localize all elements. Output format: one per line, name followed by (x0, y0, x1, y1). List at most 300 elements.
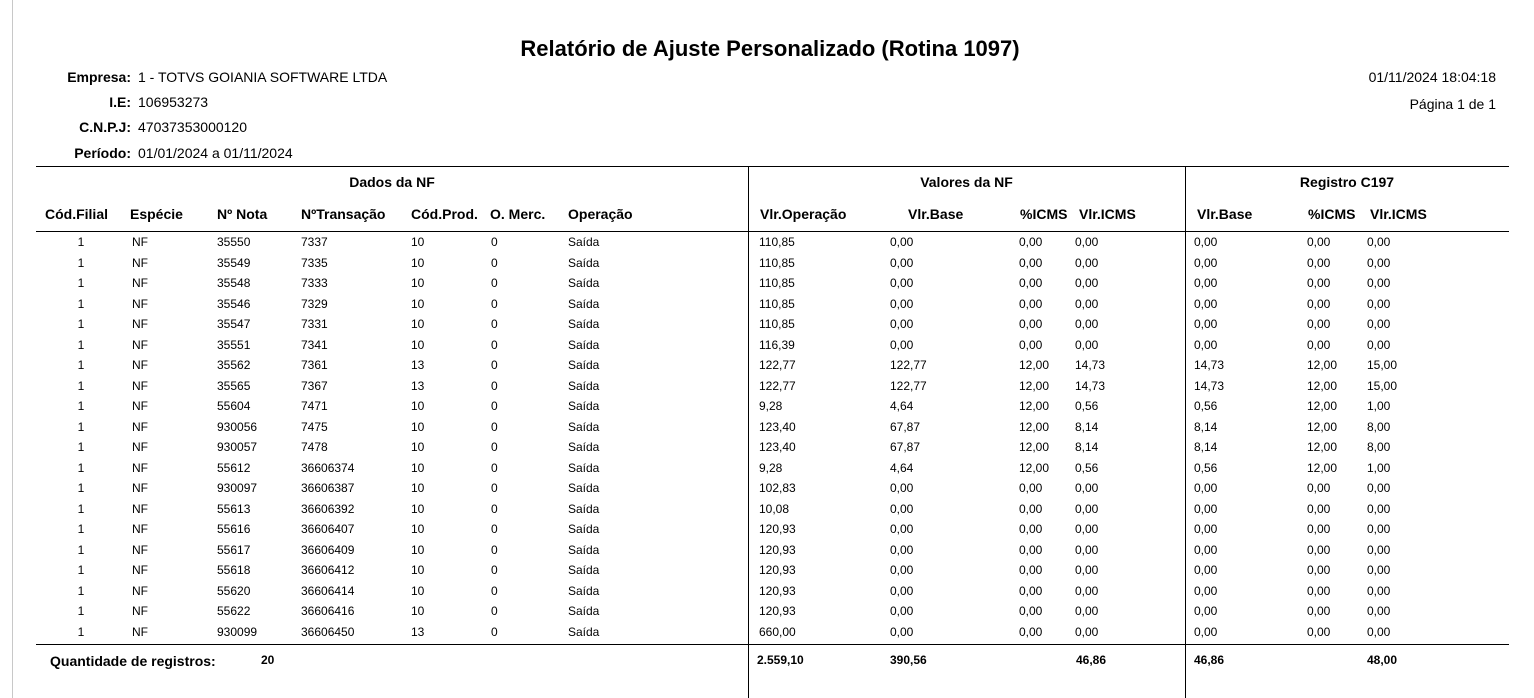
cell-c197-vlr-base: 0,00 (1194, 235, 1218, 249)
cell-vlr-base: 0,00 (890, 522, 914, 536)
cell-numero-nota: 55618 (217, 563, 251, 577)
cell-especie: NF (132, 235, 148, 249)
cell-origem-merc: 0 (491, 502, 498, 516)
cell-cod-filial: 1 (77, 584, 85, 598)
col-header-cod-filial: Cód.Filial (45, 206, 108, 222)
col-header-origem-merc: O. Merc. (490, 206, 546, 222)
cell-especie: NF (132, 399, 148, 413)
cell-c197-vlr-icms: 1,00 (1367, 399, 1391, 413)
cell-c197-vlr-base: 0,00 (1194, 502, 1218, 516)
total-c197-vlr-icms: 48,00 (1367, 653, 1398, 667)
cell-c197-pct-icms: 12,00 (1307, 420, 1338, 434)
cell-c197-vlr-base: 0,00 (1194, 481, 1218, 495)
column-group-divider (1185, 166, 1186, 698)
cell-vlr-operacao: 660,00 (759, 625, 796, 639)
cell-numero-transacao: 7337 (301, 235, 328, 249)
cell-cod-prod: 10 (411, 481, 425, 495)
cell-especie: NF (132, 584, 148, 598)
cell-c197-pct-icms: 0,00 (1307, 317, 1331, 331)
group-header-registro-c197: Registro C197 (1299, 174, 1395, 190)
cell-cod-filial: 1 (77, 543, 85, 557)
cell-operacao: Saída (568, 420, 600, 434)
cell-vlr-operacao: 110,85 (759, 256, 795, 270)
cell-numero-transacao: 7331 (301, 317, 328, 331)
total-vlr-icms: 46,86 (1076, 653, 1107, 667)
cell-origem-merc: 0 (491, 563, 498, 577)
cell-vlr-base: 122,77 (890, 379, 927, 393)
cell-c197-pct-icms: 0,00 (1307, 481, 1331, 495)
cell-pct-icms: 0,00 (1019, 604, 1043, 618)
cell-operacao: Saída (568, 358, 600, 372)
cell-numero-nota: 35546 (217, 297, 251, 311)
cell-vlr-operacao: 120,93 (759, 584, 796, 598)
cell-origem-merc: 0 (491, 604, 498, 618)
cell-c197-vlr-icms: 0,00 (1367, 502, 1391, 516)
cell-c197-vlr-icms: 0,00 (1367, 256, 1391, 270)
cell-cod-prod: 13 (411, 625, 425, 639)
cell-c197-pct-icms: 0,00 (1307, 522, 1331, 536)
cell-numero-nota: 55620 (217, 584, 251, 598)
cell-c197-vlr-icms: 0,00 (1367, 604, 1391, 618)
cell-vlr-icms: 0,00 (1075, 235, 1099, 249)
cell-operacao: Saída (568, 256, 600, 270)
cell-vlr-icms: 0,00 (1075, 317, 1099, 331)
cell-c197-pct-icms: 12,00 (1307, 379, 1338, 393)
table-bottom-border (36, 644, 1509, 645)
cell-c197-vlr-base: 8,14 (1194, 440, 1218, 454)
periodo-value: 01/01/2024 a 01/11/2024 (138, 145, 293, 161)
cell-origem-merc: 0 (491, 625, 498, 639)
cell-vlr-icms: 0,00 (1075, 625, 1099, 639)
cell-origem-merc: 0 (491, 338, 498, 352)
cell-c197-vlr-base: 14,73 (1194, 358, 1225, 372)
cell-cod-filial: 1 (77, 317, 85, 331)
cell-c197-vlr-icms: 8,00 (1367, 440, 1391, 454)
col-header-vlr-base: Vlr.Base (908, 206, 964, 222)
cell-c197-vlr-icms: 15,00 (1367, 358, 1398, 372)
cell-origem-merc: 0 (491, 399, 498, 413)
cell-cod-prod: 10 (411, 502, 425, 516)
cell-vlr-icms: 0,00 (1075, 584, 1099, 598)
cell-vlr-operacao: 116,39 (759, 338, 795, 352)
cell-operacao: Saída (568, 584, 600, 598)
cell-origem-merc: 0 (491, 317, 498, 331)
cell-especie: NF (132, 256, 148, 270)
cell-vlr-icms: 14,73 (1075, 358, 1106, 372)
cell-c197-vlr-icms: 0,00 (1367, 543, 1391, 557)
cell-c197-vlr-base: 0,00 (1194, 256, 1218, 270)
cell-operacao: Saída (568, 440, 600, 454)
cell-especie: NF (132, 481, 148, 495)
cell-c197-vlr-icms: 1,00 (1367, 461, 1391, 475)
cell-vlr-operacao: 9,28 (759, 399, 783, 413)
cell-c197-vlr-icms: 0,00 (1367, 338, 1391, 352)
cell-especie: NF (132, 276, 148, 290)
cell-operacao: Saída (568, 399, 600, 413)
cell-cod-filial: 1 (77, 604, 85, 618)
cell-vlr-operacao: 102,83 (759, 481, 796, 495)
cell-especie: NF (132, 358, 148, 372)
cell-c197-pct-icms: 12,00 (1307, 358, 1338, 372)
col-header-operacao: Operação (568, 206, 633, 222)
cell-c197-vlr-base: 0,00 (1194, 276, 1218, 290)
cell-cod-prod: 10 (411, 317, 425, 331)
cell-numero-transacao: 36606414 (301, 584, 355, 598)
col-header-numero-nota: Nº Nota (217, 206, 268, 222)
column-group-divider (748, 166, 749, 698)
cell-cod-filial: 1 (77, 256, 85, 270)
cell-vlr-base: 0,00 (890, 543, 914, 557)
cell-cod-prod: 10 (411, 420, 425, 434)
cell-c197-vlr-base: 0,00 (1194, 543, 1218, 557)
cell-vlr-operacao: 110,85 (759, 276, 795, 290)
cell-cod-filial: 1 (77, 481, 85, 495)
ie-label: I.E: (109, 94, 131, 110)
cell-especie: NF (132, 604, 148, 618)
cell-vlr-operacao: 123,40 (759, 420, 796, 434)
cell-origem-merc: 0 (491, 276, 498, 290)
cell-vlr-icms: 8,14 (1075, 420, 1099, 434)
cell-operacao: Saída (568, 543, 600, 557)
cell-cod-prod: 10 (411, 235, 425, 249)
cell-cod-filial: 1 (77, 235, 85, 249)
cell-c197-vlr-base: 0,00 (1194, 522, 1218, 536)
col-header-vlr-operacao: Vlr.Operação (760, 206, 847, 222)
cell-vlr-base: 0,00 (890, 604, 914, 618)
cell-origem-merc: 0 (491, 379, 498, 393)
cell-especie: NF (132, 440, 148, 454)
col-header-c197-vlr-icms: Vlr.ICMS (1370, 206, 1427, 222)
cell-vlr-operacao: 120,93 (759, 522, 796, 536)
cell-cod-prod: 10 (411, 584, 425, 598)
cell-operacao: Saída (568, 379, 600, 393)
record-count-label: Quantidade de registros: (50, 653, 216, 669)
cell-vlr-base: 0,00 (890, 481, 914, 495)
cell-especie: NF (132, 338, 148, 352)
cell-cod-filial: 1 (77, 563, 85, 577)
cell-vlr-operacao: 10,08 (759, 502, 790, 516)
cell-vlr-base: 0,00 (890, 297, 914, 311)
cell-especie: NF (132, 461, 148, 475)
cell-vlr-base: 67,87 (890, 420, 921, 434)
cell-numero-transacao: 36606387 (301, 481, 355, 495)
cell-pct-icms: 12,00 (1019, 379, 1050, 393)
cell-numero-nota: 930056 (217, 420, 258, 434)
header-bottom-border (36, 231, 1509, 232)
cell-pct-icms: 0,00 (1019, 276, 1043, 290)
cell-numero-transacao: 7475 (301, 420, 328, 434)
cell-c197-vlr-base: 0,00 (1194, 338, 1218, 352)
cell-numero-nota: 55622 (217, 604, 251, 618)
cnpj-label: C.N.P.J: (79, 119, 131, 135)
cell-origem-merc: 0 (491, 584, 498, 598)
cell-pct-icms: 0,00 (1019, 502, 1043, 516)
cell-especie: NF (132, 522, 148, 536)
cell-especie: NF (132, 317, 148, 331)
cell-cod-prod: 10 (411, 563, 425, 577)
col-header-numero-transacao: NºTransação (301, 206, 386, 222)
cell-origem-merc: 0 (491, 522, 498, 536)
cell-vlr-operacao: 120,93 (759, 563, 796, 577)
cell-cod-filial: 1 (77, 399, 85, 413)
cell-operacao: Saída (568, 297, 600, 311)
col-header-cod-prod: Cód.Prod. (411, 206, 478, 222)
cell-operacao: Saída (568, 481, 600, 495)
empresa-value: 1 - TOTVS GOIANIA SOFTWARE LTDA (138, 69, 388, 85)
cell-operacao: Saída (568, 502, 600, 516)
cell-numero-nota: 35562 (217, 358, 251, 372)
cell-vlr-operacao: 120,93 (759, 543, 796, 557)
cell-pct-icms: 0,00 (1019, 522, 1043, 536)
cell-pct-icms: 12,00 (1019, 399, 1050, 413)
cell-cod-filial: 1 (77, 440, 85, 454)
cell-c197-pct-icms: 0,00 (1307, 625, 1331, 639)
total-c197-vlr-base: 46,86 (1194, 653, 1225, 667)
cell-pct-icms: 12,00 (1019, 461, 1050, 475)
cell-numero-nota: 35549 (217, 256, 251, 270)
group-header-dados-nf: Dados da NF (349, 174, 435, 190)
cell-operacao: Saída (568, 522, 600, 536)
cell-pct-icms: 0,00 (1019, 584, 1043, 598)
cell-numero-transacao: 36606416 (301, 604, 355, 618)
cell-numero-transacao: 36606392 (301, 502, 355, 516)
cell-numero-transacao: 7329 (301, 297, 328, 311)
cell-origem-merc: 0 (491, 481, 498, 495)
cell-c197-pct-icms: 0,00 (1307, 563, 1331, 577)
report-datetime: 01/11/2024 18:04:18 (1368, 69, 1496, 85)
group-header-valores-nf: Valores da NF (920, 174, 1013, 190)
cell-vlr-base: 67,87 (890, 440, 921, 454)
cell-vlr-operacao: 110,85 (759, 297, 795, 311)
cell-vlr-operacao: 122,77 (759, 358, 796, 372)
cell-numero-nota: 35550 (217, 235, 251, 249)
cell-c197-vlr-base: 0,00 (1194, 584, 1218, 598)
empresa-label: Empresa: (67, 69, 131, 85)
cell-vlr-icms: 0,00 (1075, 276, 1099, 290)
col-header-c197-vlr-base: Vlr.Base (1197, 206, 1253, 222)
cell-pct-icms: 0,00 (1019, 625, 1043, 639)
cell-pct-icms: 0,00 (1019, 297, 1043, 311)
cell-c197-vlr-icms: 0,00 (1367, 563, 1391, 577)
cell-vlr-icms: 0,00 (1075, 604, 1099, 618)
col-header-vlr-icms: Vlr.ICMS (1079, 206, 1136, 222)
cell-origem-merc: 0 (491, 461, 498, 475)
cell-pct-icms: 0,00 (1019, 338, 1043, 352)
cell-especie: NF (132, 297, 148, 311)
cell-cod-filial: 1 (77, 625, 85, 639)
cell-cod-filial: 1 (77, 420, 85, 434)
cell-numero-nota: 55617 (217, 543, 251, 557)
cell-pct-icms: 0,00 (1019, 543, 1043, 557)
cell-numero-transacao: 7333 (301, 276, 328, 290)
cell-cod-filial: 1 (77, 276, 85, 290)
cell-numero-nota: 55613 (217, 502, 251, 516)
cell-c197-pct-icms: 0,00 (1307, 338, 1331, 352)
cell-numero-nota: 930099 (217, 625, 258, 639)
cell-c197-vlr-icms: 0,00 (1367, 276, 1391, 290)
record-count-value: 20 (261, 653, 275, 667)
total-vlr-base: 390,56 (890, 653, 927, 667)
cell-vlr-base: 0,00 (890, 584, 914, 598)
cell-numero-transacao: 36606409 (301, 543, 355, 557)
cell-vlr-icms: 0,00 (1075, 338, 1099, 352)
cell-cod-prod: 10 (411, 399, 425, 413)
cell-numero-transacao: 36606450 (301, 625, 355, 639)
cell-numero-nota: 35551 (217, 338, 251, 352)
periodo-label: Período: (74, 145, 131, 161)
cell-cod-prod: 10 (411, 297, 425, 311)
cell-especie: NF (132, 543, 148, 557)
cell-numero-transacao: 7335 (301, 256, 328, 270)
cell-c197-vlr-icms: 15,00 (1367, 379, 1398, 393)
cell-c197-vlr-icms: 0,00 (1367, 297, 1391, 311)
report-title: Relatório de Ajuste Personalizado (Rotina 1097) (520, 36, 1020, 61)
cell-c197-pct-icms: 12,00 (1307, 399, 1338, 413)
cell-operacao: Saída (568, 604, 600, 618)
cell-vlr-icms: 14,73 (1075, 379, 1106, 393)
cell-vlr-operacao: 110,85 (759, 317, 795, 331)
cell-numero-nota: 55612 (217, 461, 251, 475)
cell-origem-merc: 0 (491, 440, 498, 454)
cell-c197-vlr-base: 0,00 (1194, 317, 1218, 331)
cell-vlr-base: 0,00 (890, 317, 914, 331)
cell-operacao: Saída (568, 317, 600, 331)
cell-vlr-icms: 0,00 (1075, 522, 1099, 536)
cell-cod-prod: 10 (411, 543, 425, 557)
col-header-c197-pct-icms: %ICMS (1308, 206, 1356, 222)
cell-c197-vlr-base: 0,56 (1194, 399, 1218, 413)
cell-c197-vlr-icms: 0,00 (1367, 584, 1391, 598)
cell-c197-pct-icms: 0,00 (1307, 584, 1331, 598)
cell-numero-transacao: 7471 (301, 399, 328, 413)
cell-vlr-icms: 0,56 (1075, 461, 1099, 475)
cell-cod-prod: 10 (411, 461, 425, 475)
cell-c197-pct-icms: 12,00 (1307, 461, 1338, 475)
cell-vlr-base: 4,64 (890, 461, 914, 475)
cell-vlr-base: 0,00 (890, 276, 914, 290)
cell-pct-icms: 0,00 (1019, 256, 1043, 270)
cell-cod-filial: 1 (77, 522, 85, 536)
cell-c197-pct-icms: 0,00 (1307, 256, 1331, 270)
cell-cod-prod: 10 (411, 604, 425, 618)
cell-c197-vlr-icms: 8,00 (1367, 420, 1391, 434)
cell-numero-nota: 55604 (217, 399, 251, 413)
cell-operacao: Saída (568, 276, 600, 290)
cell-c197-vlr-icms: 0,00 (1367, 481, 1391, 495)
col-header-especie: Espécie (130, 206, 183, 222)
cell-cod-prod: 10 (411, 338, 425, 352)
cell-c197-vlr-icms: 0,00 (1367, 317, 1391, 331)
cell-pct-icms: 12,00 (1019, 420, 1050, 434)
cell-operacao: Saída (568, 338, 600, 352)
cell-vlr-base: 0,00 (890, 338, 914, 352)
cell-operacao: Saída (568, 563, 600, 577)
cell-vlr-icms: 8,14 (1075, 440, 1099, 454)
cell-vlr-base: 122,77 (890, 358, 927, 372)
cell-pct-icms: 0,00 (1019, 563, 1043, 577)
cell-vlr-operacao: 110,85 (759, 235, 795, 249)
cell-c197-pct-icms: 0,00 (1307, 502, 1331, 516)
cell-numero-nota: 35547 (217, 317, 251, 331)
cell-numero-nota: 35548 (217, 276, 251, 290)
cell-vlr-base: 0,00 (890, 625, 914, 639)
cell-vlr-base: 0,00 (890, 235, 914, 249)
cell-pct-icms: 12,00 (1019, 358, 1050, 372)
cell-cod-prod: 13 (411, 379, 425, 393)
table-top-border (36, 166, 1509, 167)
cell-vlr-icms: 0,56 (1075, 399, 1099, 413)
cell-vlr-base: 4,64 (890, 399, 914, 413)
cell-cod-prod: 10 (411, 256, 425, 270)
cell-especie: NF (132, 625, 148, 639)
cell-origem-merc: 0 (491, 543, 498, 557)
cell-numero-transacao: 36606374 (301, 461, 355, 475)
cell-cod-prod: 13 (411, 358, 425, 372)
cell-numero-nota: 930097 (217, 481, 258, 495)
cell-c197-pct-icms: 12,00 (1307, 440, 1338, 454)
cell-especie: NF (132, 420, 148, 434)
cell-especie: NF (132, 379, 148, 393)
cell-c197-vlr-base: 8,14 (1194, 420, 1218, 434)
cell-vlr-base: 0,00 (890, 256, 914, 270)
ie-value: 106953273 (138, 94, 209, 110)
cell-vlr-icms: 0,00 (1075, 297, 1099, 311)
cell-cod-filial: 1 (77, 379, 85, 393)
cell-cod-filial: 1 (77, 461, 85, 475)
cell-origem-merc: 0 (491, 256, 498, 270)
cell-c197-pct-icms: 0,00 (1307, 235, 1331, 249)
cell-pct-icms: 0,00 (1019, 317, 1043, 331)
cell-origem-merc: 0 (491, 420, 498, 434)
cell-origem-merc: 0 (491, 235, 498, 249)
cell-numero-transacao: 36606412 (301, 563, 355, 577)
cell-c197-pct-icms: 0,00 (1307, 543, 1331, 557)
cell-numero-transacao: 7478 (301, 440, 328, 454)
cell-c197-pct-icms: 0,00 (1307, 297, 1331, 311)
cell-cod-prod: 10 (411, 276, 425, 290)
cell-vlr-icms: 0,00 (1075, 256, 1099, 270)
cell-pct-icms: 0,00 (1019, 235, 1043, 249)
cell-c197-vlr-base: 0,00 (1194, 604, 1218, 618)
cell-operacao: Saída (568, 461, 600, 475)
cell-pct-icms: 0,00 (1019, 481, 1043, 495)
cell-c197-vlr-icms: 0,00 (1367, 625, 1391, 639)
page-info: Página 1 de 1 (1409, 96, 1496, 112)
cell-vlr-operacao: 123,40 (759, 440, 796, 454)
cell-numero-transacao: 7341 (301, 338, 328, 352)
cell-cod-filial: 1 (77, 358, 85, 372)
cell-c197-pct-icms: 0,00 (1307, 276, 1331, 290)
cell-vlr-icms: 0,00 (1075, 563, 1099, 577)
cell-vlr-icms: 0,00 (1075, 481, 1099, 495)
cell-c197-vlr-base: 0,56 (1194, 461, 1218, 475)
cnpj-value: 47037353000120 (138, 119, 248, 135)
cell-vlr-operacao: 122,77 (759, 379, 796, 393)
cell-c197-vlr-icms: 0,00 (1367, 522, 1391, 536)
cell-c197-vlr-icms: 0,00 (1367, 235, 1391, 249)
cell-cod-prod: 10 (411, 440, 425, 454)
cell-vlr-base: 0,00 (890, 502, 914, 516)
cell-c197-vlr-base: 14,73 (1194, 379, 1225, 393)
cell-operacao: Saída (568, 235, 600, 249)
cell-numero-transacao: 7367 (301, 379, 328, 393)
cell-numero-transacao: 36606407 (301, 522, 355, 536)
cell-c197-vlr-base: 0,00 (1194, 563, 1218, 577)
cell-pct-icms: 12,00 (1019, 440, 1050, 454)
cell-numero-nota: 55616 (217, 522, 251, 536)
cell-cod-filial: 1 (77, 502, 85, 516)
cell-especie: NF (132, 563, 148, 577)
